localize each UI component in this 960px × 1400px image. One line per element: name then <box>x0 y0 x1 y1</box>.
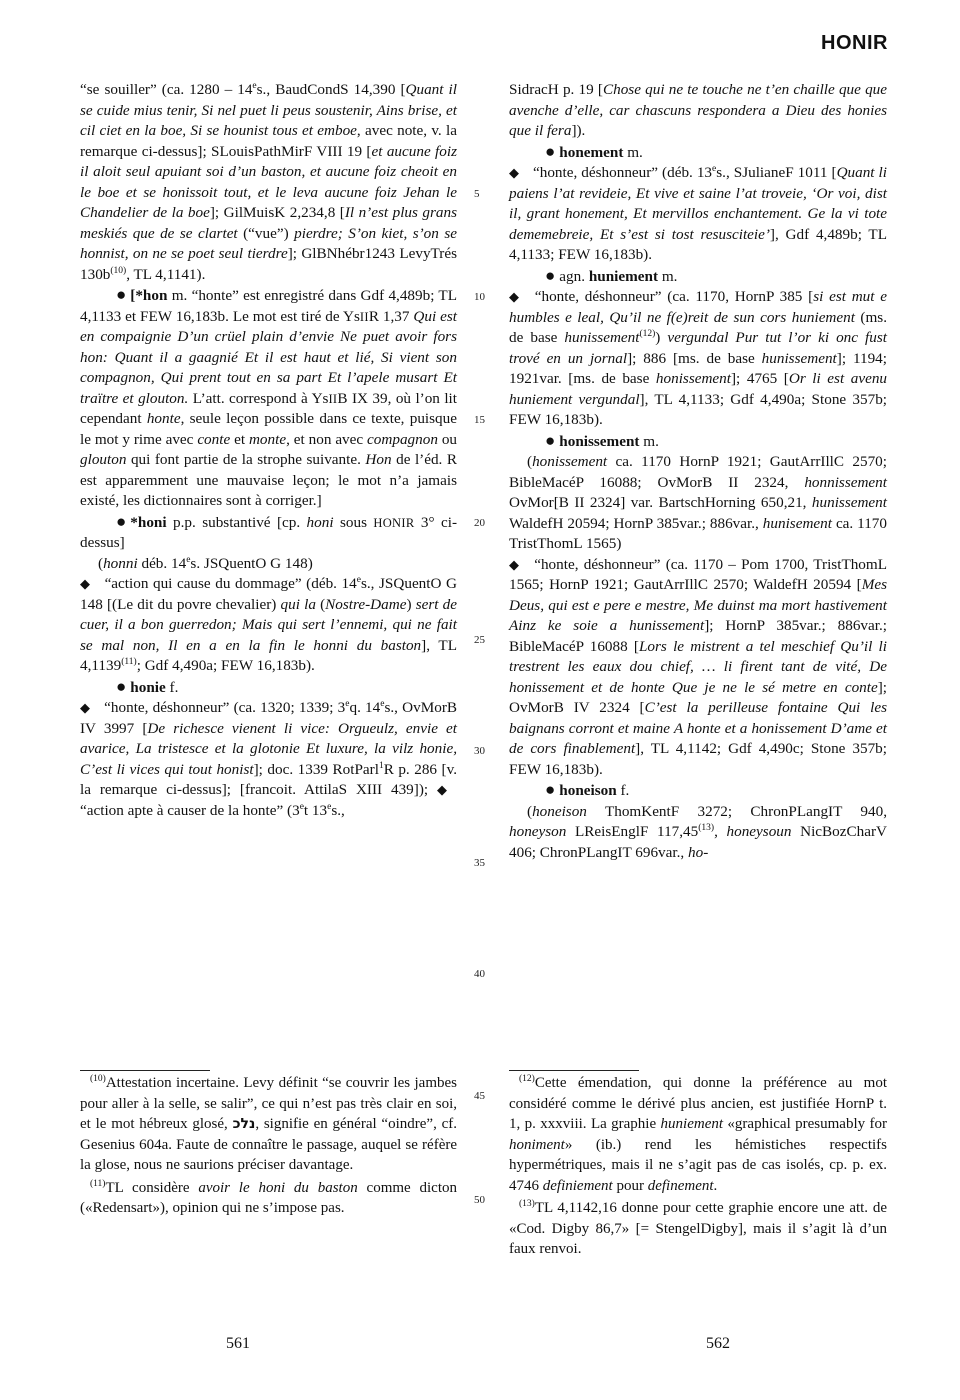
hebrew-word: נלכ <box>232 1116 256 1132</box>
sense-honi: ◆ “action qui cause du dommage” (déb. 14es., JSQuentO G 148 [(Le dit du povre chevalier) qui la (Nostre-Dame) sert de cuer, il a bon guerredon; Mais qui sert l’ennemi, qui ne fait se mal non, Il en a en la fin le honni du baston], TL 4,1139$^{(11)}$; Gdf 4,490a; FEW 16,183b). <box>80 574 458 674</box>
footnote-11: $^{(11)}$TL considère avoir le honi du baston comme dicton («Redensart»), opinion qui ne s’impose pas. <box>80 1178 457 1216</box>
entry-honie: ● honie f. <box>80 677 457 699</box>
footnote-10: $^{(10)}$Attestation incertaine. Levy définit “se couvrir les jambes pour aller à la selle, se salir”, ce qui n’est pas très clair en soi, et le mot hébreux glosé, נלכ, signifie en général “oindre”, cf. Gesenius 604a. Faute de connaître le passage, auquel se réfère la glose, nous ne saurions préciser davantage. <box>80 1074 457 1173</box>
diamond-icon: ◆ <box>437 782 447 797</box>
paragraph-souiller: “se souiller” (ca. 1280 – 14es., BaudCondS 14,390 [Quant il se cuide mius tenir, Si nel puet li peus soustenir, Ains brise, et cil ciet en la boe, Si se hounist tous et emboe, avec note, v. la remarque ci-dessus]; SLouisPathMirF VIII 19 [et aucune foiz il aloit seul apuiant soi d’un baston, et aucune foiz cheoit en le boe et se honissoit tout, et le leva aucune foiz Jehan le Chandelier de la boe]; GilMuisK 2,234,8 [Il n’est plus grans meskiés que de se clartet (“vue”) pierdre; S’on kiet, s’on se honnist, on ne se poet seul tierdre]; GlBNhébr1243 LevyTrés $130b^{(10)}$, TL 4,1141). <box>80 80 457 283</box>
sense-honissement: ◆ “honte, déshonneur” (ca. 1170 – Pom 1700, TristThomL 1565; HornP 1921; GautArrIllC 2570; WaldefH 20594 [Mes Deus, qui est e pere e mestre, Me duinst ma mort hastivement Ainz ke soie a hunissement]; HornP 385var.; 886var.; BibleMacéP 16088 [Lors le mistrent a tel meschief Qu’il li trestrent les eaux dou chief, … li firent tant de vité, De honissement et de honte Que je ne le sé metre en conte]; OvMorB IV 2324 [C’est la perilleuse fontaine Qui les baignans corront et maine A honte et a honissement D’ame et de cors finablement], TL 4,1142; Gdf 4,490c; Stone 357b; FEW 16,183b). <box>509 555 887 778</box>
footnote-12: $^{(12)}$Cette émendation, qui donne la préférence au mot considéré comme le dérivé plus ancien, est justifiée HornP t. 1, p. xxxviii. La graphie huniement «graphical presumably for honiment» (ib.) rend les hémistiches respectifs hypermétriques, mais il ne s’agit pas de cas isolés, cp. p. ex. 4746 definiement pour definement. <box>509 1074 887 1194</box>
diamond-icon: ◆ <box>80 576 90 591</box>
sense-huniement: ◆ “honte, déshonneur” (ca. 1170, HornP 385 [si est mut e humbles e leal, Qu’il ne f(e)reit de sun cors huniement (ms. de base hunissement$^{(12)}$) vergundal Pur tut l’or ki onc fust trové en un jornal]; 886 [ms. de base hunissement]; 1194; 1921var. [ms. de base honissement]; 4765 [Or li est avenu huniement vergundal], TL 4,1133; Gdf 4,490a; Stone 357b; FEW 16,183b). <box>509 288 888 428</box>
forms-honeison: (honeison ThomKentF 3272; ChronPLangIT 940, honeyson LReisEnglF 117,45$^{(13)}$, honeysoun NicBozCharV 406; ChronPLangIT 696var., ho- <box>509 802 887 861</box>
bullet-icon: ● <box>116 676 127 696</box>
bullet-icon: ● <box>116 285 127 304</box>
left-text-column <box>80 80 457 821</box>
line-number: 25 <box>474 634 485 646</box>
line-number: 40 <box>474 968 485 980</box>
bullet-icon: ● <box>545 780 556 799</box>
page-number-right: 562 <box>706 1335 730 1352</box>
diamond-icon: ◆ <box>509 289 519 304</box>
bullet-icon: ● <box>545 265 556 285</box>
diamond-icon: ◆ <box>80 700 90 715</box>
entry-huniement: ● agn. huniement m. <box>509 266 887 288</box>
footnote-rule-left <box>80 1070 210 1071</box>
footnote-rule-right <box>509 1070 639 1071</box>
footnotes-right <box>509 1073 887 1262</box>
line-number: 5 <box>474 188 480 200</box>
running-head-honir: HONIR <box>821 32 888 54</box>
bullet-icon: ● <box>545 430 556 450</box>
forms-honissement: (honissement ca. 1170 HornP 1921; GautArrIllC 2570; BibleMacéP 16088; OvMorB II 2324, honnissement OvMor[B II 2324] var. BartschHorning 650,21, hunissement WaldefH 20594; HornP 385var.; 886var., hunisement ca. 1170 TristThomL 1565) <box>509 453 887 552</box>
entry-hon: ● [*hon m. “honte” est enregistré dans Gdf 4,489b; TL 4,1133 et FEW 16,183b. Le mot est tiré de YsIIR 1,37 Qui est en compaignie D’un crüel plain d’envie Ne puet avoir fors hon: Quant il a gaagnié Et il est haut et lié, Si vient son compagnon, Qui prent tout en sa part Et l’apele musart Et traïtre et glouton. L’att. correspond à YsIIB IX 39, où l’on lit cependant honte, seule leçon possible dans ce texte, puisque le mot y rime avec conte et monte, et non avec compagnon ou glouton qui font partie de la strophe suivante. Hon de l’éd. R est apparemment une mauvaise leçon; le mot n’a jamais existé, les dictionnaires sont à corriger.] <box>80 285 458 509</box>
entry-honement: ● honement m. <box>509 142 887 164</box>
line-number: 50 <box>474 1194 485 1206</box>
sense-honie: ◆ “honte, déshonneur” (ca. 1320; 1339; 3eq. 14es., OvMorB IV 3997 [De richesce vienent li vice: Orgueulz, envie et avarice, La tristesce et la glotonie Et luxure, la vilz honie, C’est li vices qui tout honist]; doc. 1339 RotParl$^1$R p. 286 [v. la remarque ci-dessus]; [francoit. AttilaS XIII 439]); ◆ “action apte à causer de la honte” (3et 13es., <box>80 698 458 819</box>
line-number: 20 <box>474 517 485 529</box>
bullet-icon: ● <box>116 511 127 531</box>
entry-honeison: ● honeison f. <box>509 780 887 802</box>
bullet-icon: ● <box>545 141 556 161</box>
forms-honi: (honni déb. 14es. JSQuentO G 148) <box>98 554 313 572</box>
right-text-column <box>509 80 887 863</box>
line-number: 10 <box>474 291 485 303</box>
line-number: 30 <box>474 745 485 757</box>
line-number: 15 <box>474 414 485 426</box>
line-number: 35 <box>474 857 485 869</box>
sense-honement: ◆ “honte, déshonneur” (déb. 13es., SJulianeF 1011 [Quant li paiens l’at revideie, Et vive et saine l’at troveie, ‘Or voi, dist il, grant honement, Et mervillos enchantement. Ge la vi tote dememebreie, Et s’est si tost resusciteie’], Gdf 4,489b; TL 4,1133; FEW 16,183b). <box>509 163 887 263</box>
paragraph-sidrach: SidracH p. 19 [Chose qui ne te touche ne t’en chaille que que avenche d’elle, car chascuns respondera a Dieu des honies que il fera]). <box>509 81 887 139</box>
footnotes-left <box>80 1073 457 1221</box>
footnote-13: $^{(13)}$TL 4,1142,16 donne pour cette graphie encore une att. de «Cod. Digby 86,7» [= StengelDigby], mais il s’agit là d’un faux renvoi. <box>509 1199 887 1257</box>
diamond-icon: ◆ <box>509 165 519 180</box>
diamond-icon: ◆ <box>509 556 519 572</box>
line-number: 45 <box>474 1090 485 1102</box>
entry-honissement: ● honissement m. <box>509 431 887 453</box>
page-number-left: 561 <box>226 1335 250 1352</box>
entry-honi: ● *honi p.p. substantivé [cp. honi sous HONIR 3° ci-dessus] <box>80 511 458 551</box>
